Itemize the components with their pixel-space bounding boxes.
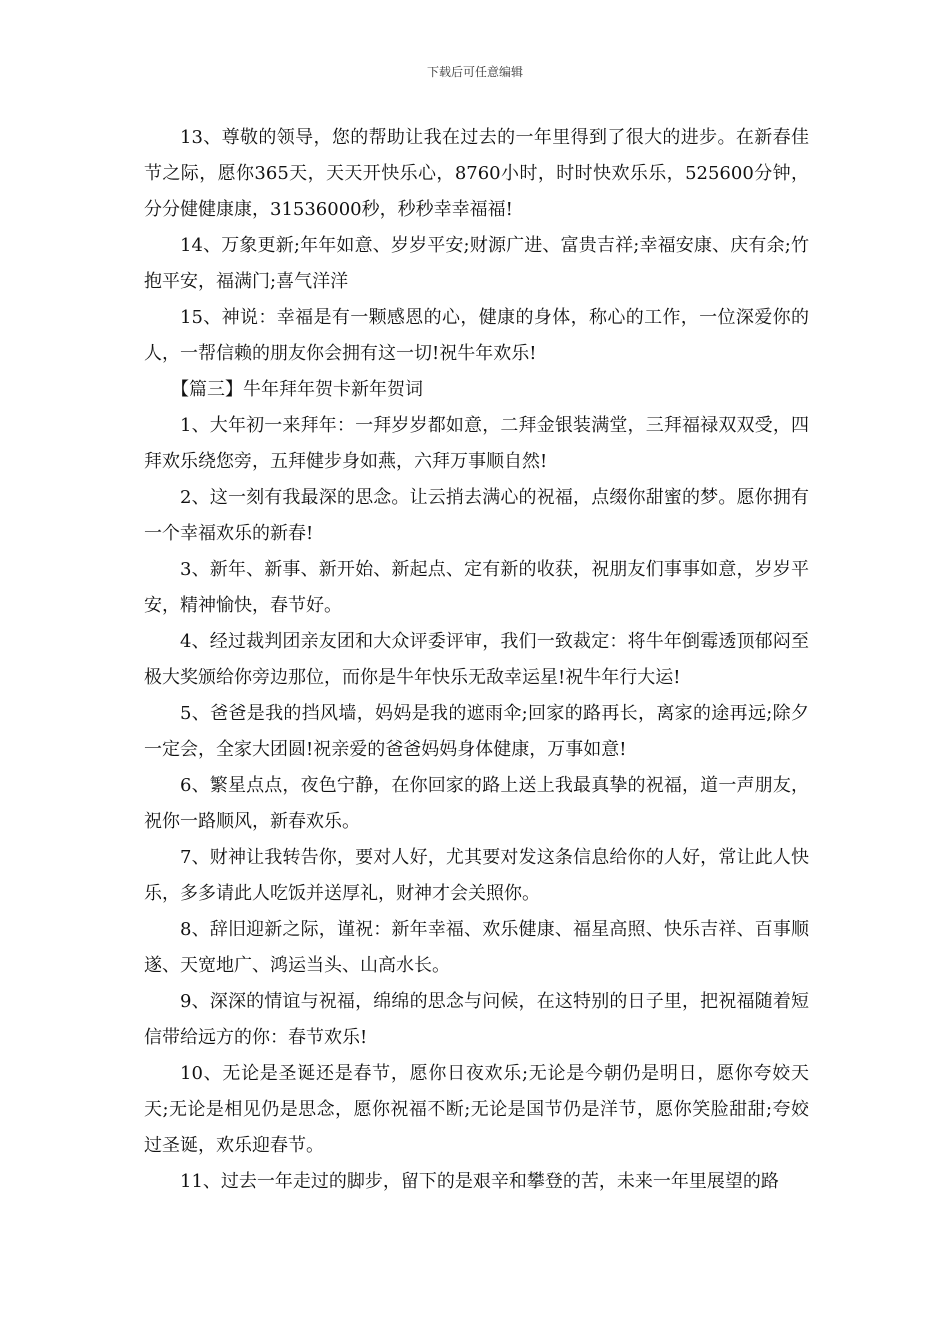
- section-heading: 【篇三】牛年拜年贺卡新年贺词: [171, 379, 423, 400]
- page-header-note: 下载后可任意编辑: [426, 65, 523, 79]
- paragraph-15: 15、神说：幸福是有一颗感恩的心，健康的身体，称心的工作，一位深爱你的人，一帮信赖的朋友你会拥有这一切!祝牛年欢乐!: [144, 307, 809, 364]
- paragraph-13: 13、尊敬的领导，您的帮助让我在过去的一年里得到了很大的进步。在新春佳节之际，愿你365天，天天开快乐心，8760小时，时时快欢乐乐，525600分钟，分分健健康康，31536000秒，秒秒幸幸福福!: [144, 127, 809, 220]
- paragraph-3: 3、新年、新事、新开始、新起点、定有新的收获，祝朋友们事事如意，岁岁平安，精神愉快，春节好。: [144, 559, 809, 616]
- paragraph-7: 7、财神让我转告你，要对人好，尤其要对发这条信息给你的人好，常让此人快乐，多多请此人吃饭并送厚礼，财神才会关照你。: [144, 847, 809, 904]
- paragraph-2: 2、这一刻有我最深的思念。让云捎去满心的祝福，点缀你甜蜜的梦。愿你拥有一个幸福欢乐的新春!: [144, 487, 809, 544]
- document-body: [144, 120, 809, 1200]
- paragraph-14: 14、万象更新;年年如意、岁岁平安;财源广进、富贵吉祥;幸福安康、庆有余;竹抱平安，福满门;喜气洋洋: [144, 235, 809, 292]
- paragraph-4: 4、经过裁判团亲友团和大众评委评审，我们一致裁定：将牛年倒霉透顶郁闷至极大奖颁给你旁边那位，而你是牛年快乐无敌幸运星!祝牛年行大运!: [144, 631, 809, 688]
- paragraph-5: 5、爸爸是我的挡风墙，妈妈是我的遮雨伞;回家的路再长，离家的途再远;除夕一定会，全家大团圆!祝亲爱的爸爸妈妈身体健康，万事如意!: [144, 703, 809, 760]
- paragraph-10: 10、无论是圣诞还是春节，愿你日夜欢乐;无论是今朝仍是明日，愿你夸姣天天;无论是相见仍是思念，愿你祝福不断;无论是国节仍是洋节，愿你笑脸甜甜;夸姣过圣诞，欢乐迎春节。: [144, 1063, 809, 1156]
- paragraph-6: 6、繁星点点，夜色宁静，在你回家的路上送上我最真挚的祝福，道一声朋友，祝你一路顺风，新春欢乐。: [144, 775, 809, 832]
- paragraph-11: 11、过去一年走过的脚步，留下的是艰辛和攀登的苦，未来一年里展望的路: [180, 1171, 779, 1192]
- paragraph-1: 1、大年初一来拜年：一拜岁岁都如意，二拜金银装满堂，三拜福禄双双受，四拜欢乐绕您旁，五拜健步身如燕，六拜万事顺自然!: [144, 415, 809, 472]
- paragraph-8: 8、辞旧迎新之际，谨祝：新年幸福、欢乐健康、福星高照、快乐吉祥、百事顺遂、天宽地广、鸿运当头、山高水长。: [144, 919, 809, 976]
- paragraph-9: 9、深深的情谊与祝福，绵绵的思念与问候，在这特别的日子里，把祝福随着短信带给远方的你：春节欢乐!: [144, 991, 809, 1048]
